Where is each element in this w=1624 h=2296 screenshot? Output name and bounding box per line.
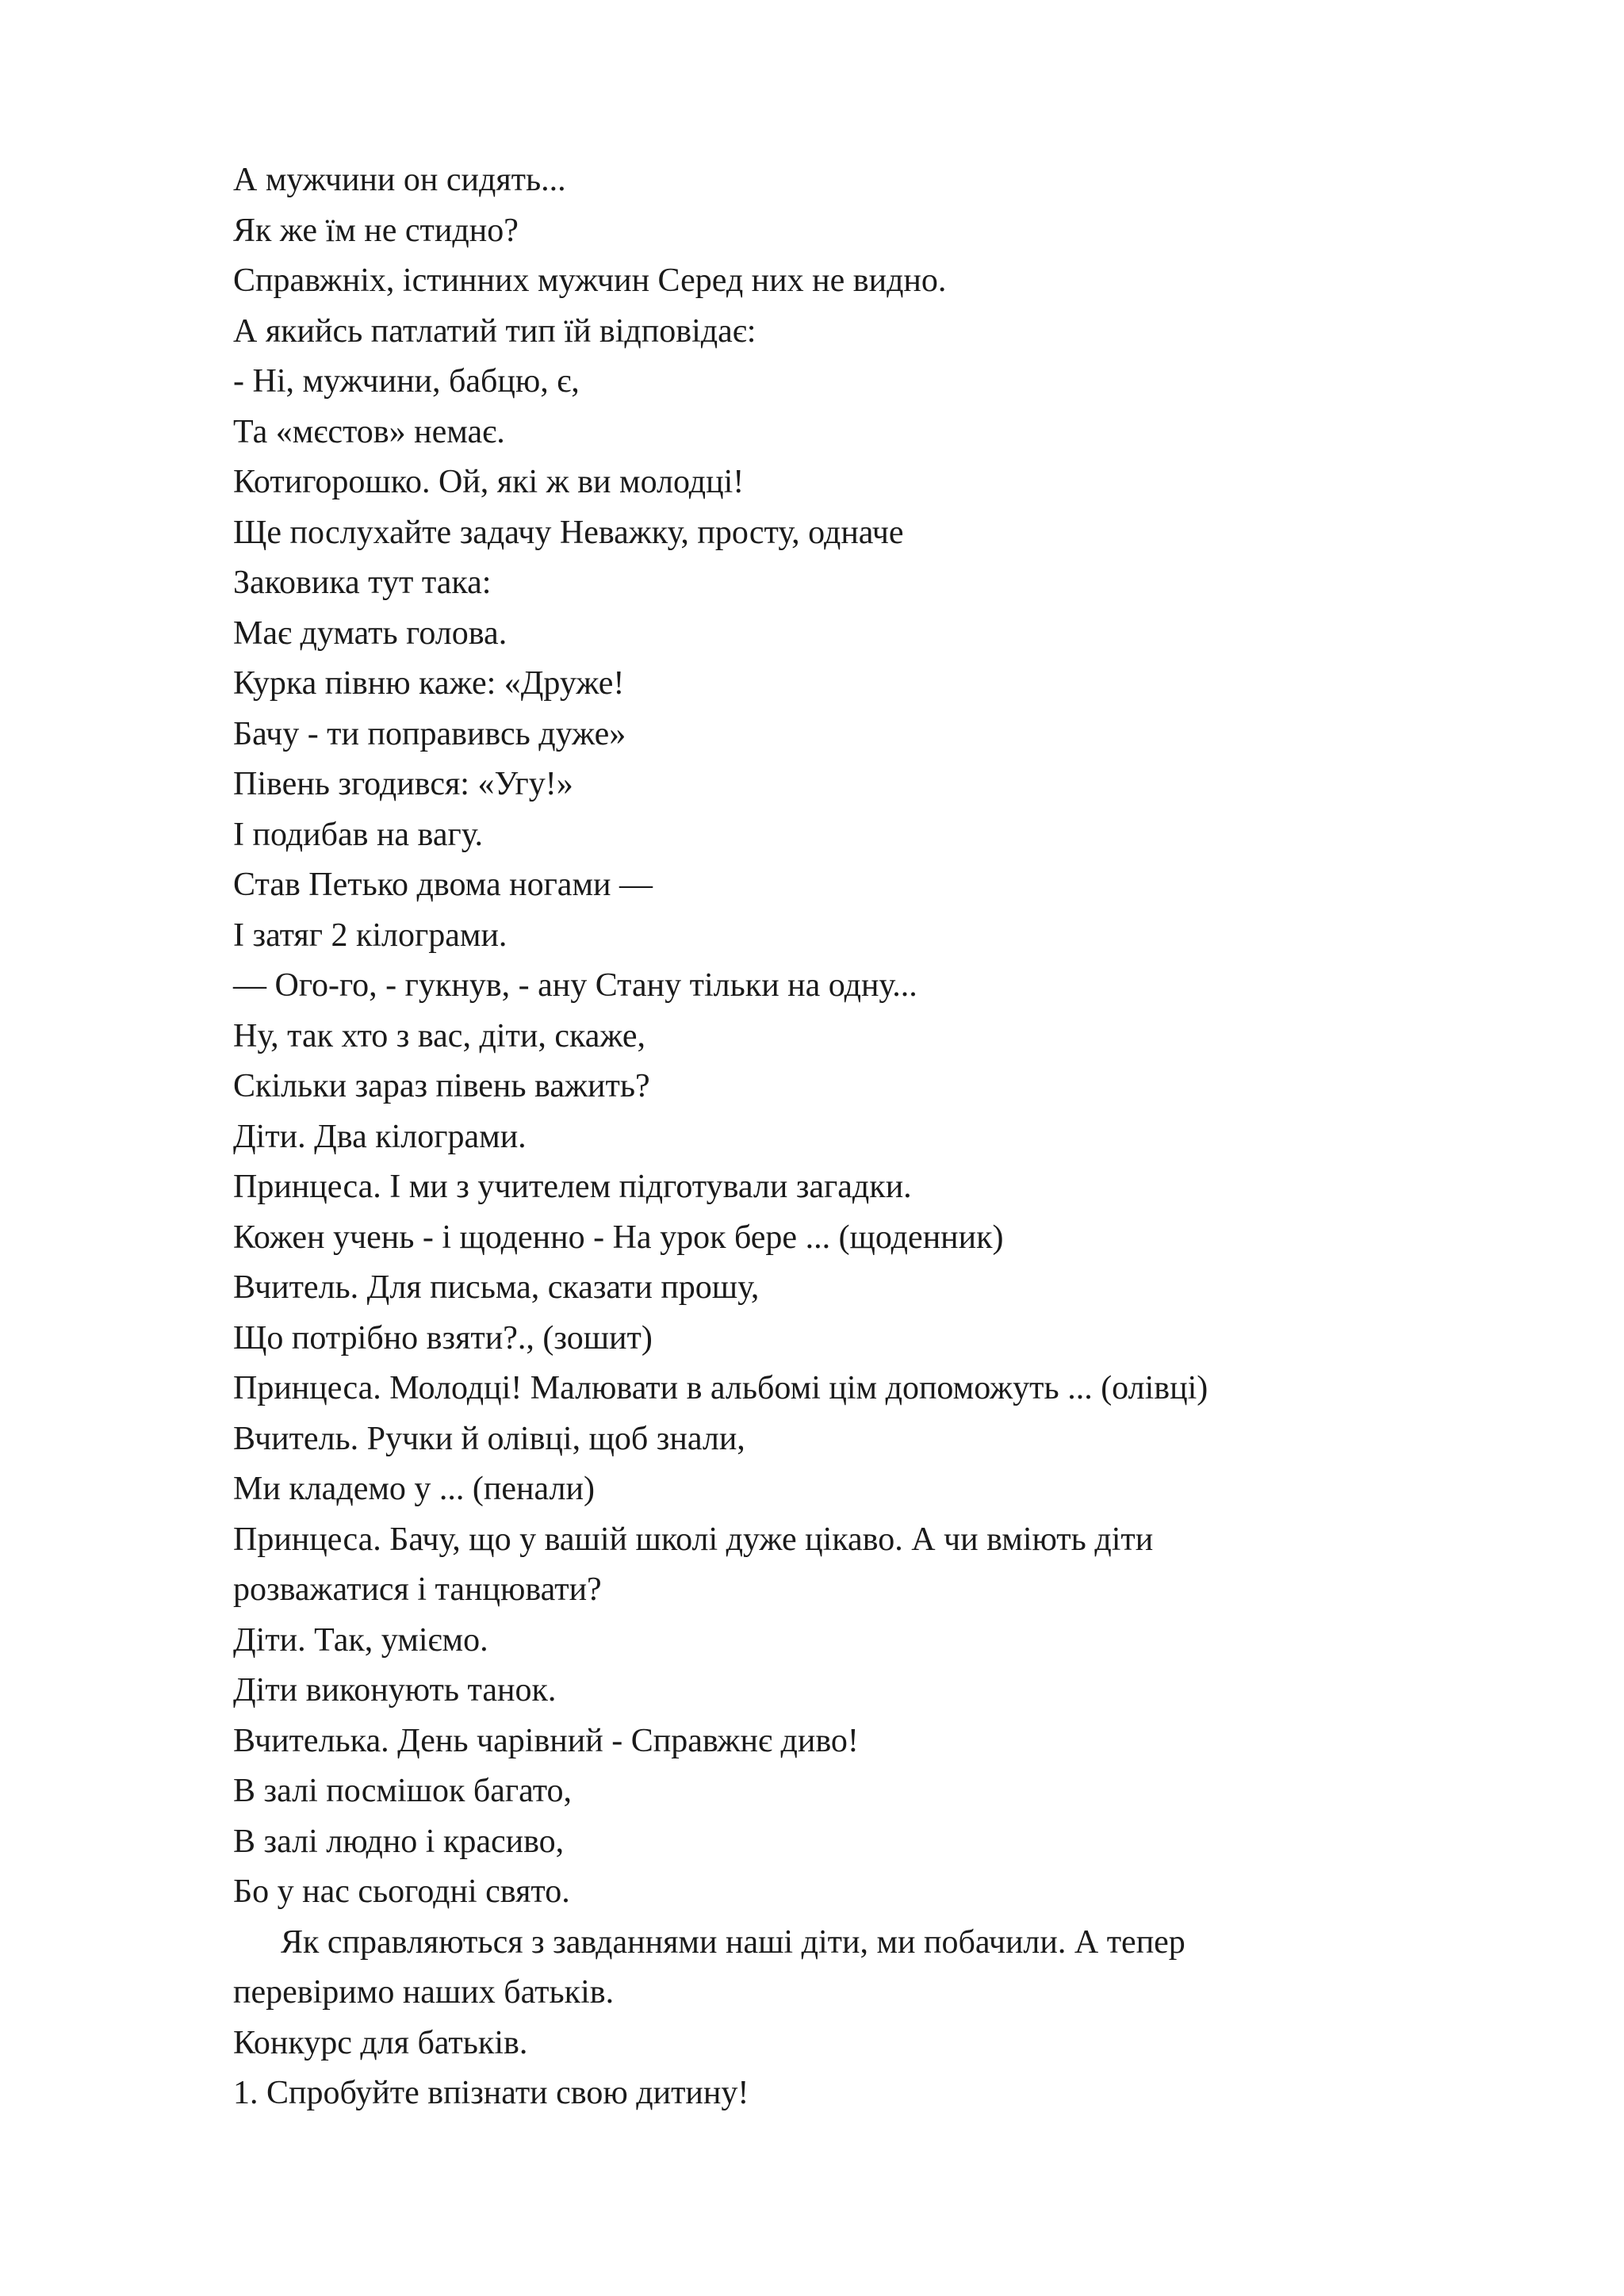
text-line: — Ого-го, - гукнув, - ану Стану тільки на одну... xyxy=(233,967,917,1004)
text-line: В залі посмішок багато, xyxy=(233,1773,572,1809)
text-line: перевіримо наших батьків. xyxy=(233,1974,615,2011)
text-line: Ще послухайте задачу Неважку, просту, одначе xyxy=(233,514,904,551)
text-line: Вчителька. День чарівний - Справжнє диво! xyxy=(233,1722,859,1759)
text-line: Та «мєстов» немає. xyxy=(233,413,505,450)
text-line: Бачу - ти поправивсь дуже» xyxy=(233,715,626,752)
text-line: Діти. Так, уміємо. xyxy=(233,1621,488,1659)
text-line: Став Петько двома ногами — xyxy=(233,867,653,903)
text-line: Півень згодився: «Угу!» xyxy=(233,766,573,802)
text-line: І подибав на вагу. xyxy=(233,816,483,853)
text-line: А мужчини он сидять... xyxy=(233,162,566,198)
text-line: Діти виконують танок. xyxy=(233,1672,557,1709)
text-line: Вчитель. Для письма, сказати прошу, xyxy=(233,1269,760,1306)
text-line: Має думать голова. xyxy=(233,614,508,652)
text-line: Курка півню каже: «Друже! xyxy=(233,665,625,702)
text-line: Принцеса. І ми з учителем підготували загадки. xyxy=(233,1169,912,1205)
text-line: Принцеса. Бачу, що у вашій школі дуже цікаво. А чи вміють діти xyxy=(233,1521,1154,1558)
text-line: Вчитель. Ручки й олівці, щоб знали, xyxy=(233,1420,745,1457)
text-line: - Ні, мужчини, бабцю, є, xyxy=(233,363,580,400)
text-line: Заковика тут така: xyxy=(233,564,492,601)
text-line: Принцеса. Молодці! Малювати в альбомі цім допоможуть ... (олівці) xyxy=(233,1370,1208,1406)
text-line: Котигорошко. Ой, які ж ви молодці! xyxy=(233,464,745,500)
text-line: Ми кладемо у ... (пенали) xyxy=(233,1471,595,1507)
text-line: Кожен учень - і щоденно - На урок бере ... (щоденник) xyxy=(233,1219,1004,1256)
text-line: Конкурс для батьків. xyxy=(233,2024,528,2061)
text-line: І затяг 2 кілограми. xyxy=(233,916,508,954)
text-line: Справжніх, істинних мужчин Серед них не видно. xyxy=(233,262,947,299)
text-line: Бо у нас сьогодні свято. xyxy=(233,1873,570,1910)
text-line: А якийсь патлатий тип їй відповідає: xyxy=(233,312,756,350)
paragraph-first-line: Як справляються з завданнями наші діти, ми побачили. А тепер xyxy=(281,1923,1185,1961)
text-line: Як же їм не стидно? xyxy=(233,212,519,249)
text-line: Скільки зараз півень важить? xyxy=(233,1068,650,1104)
text-line: Що потрібно взяти?., (зошит) xyxy=(233,1319,653,1357)
document-body-text xyxy=(233,155,1470,2119)
text-line: 1. Спробуйте впізнати свою дитину! xyxy=(233,2075,749,2111)
text-line: Ну, так хто з вас, діти, скаже, xyxy=(233,1017,645,1054)
text-line: розважатися і танцювати? xyxy=(233,1571,602,1608)
text-line: Діти. Два кілограми. xyxy=(233,1118,527,1155)
text-line: В залі людно і красиво, xyxy=(233,1823,565,1860)
